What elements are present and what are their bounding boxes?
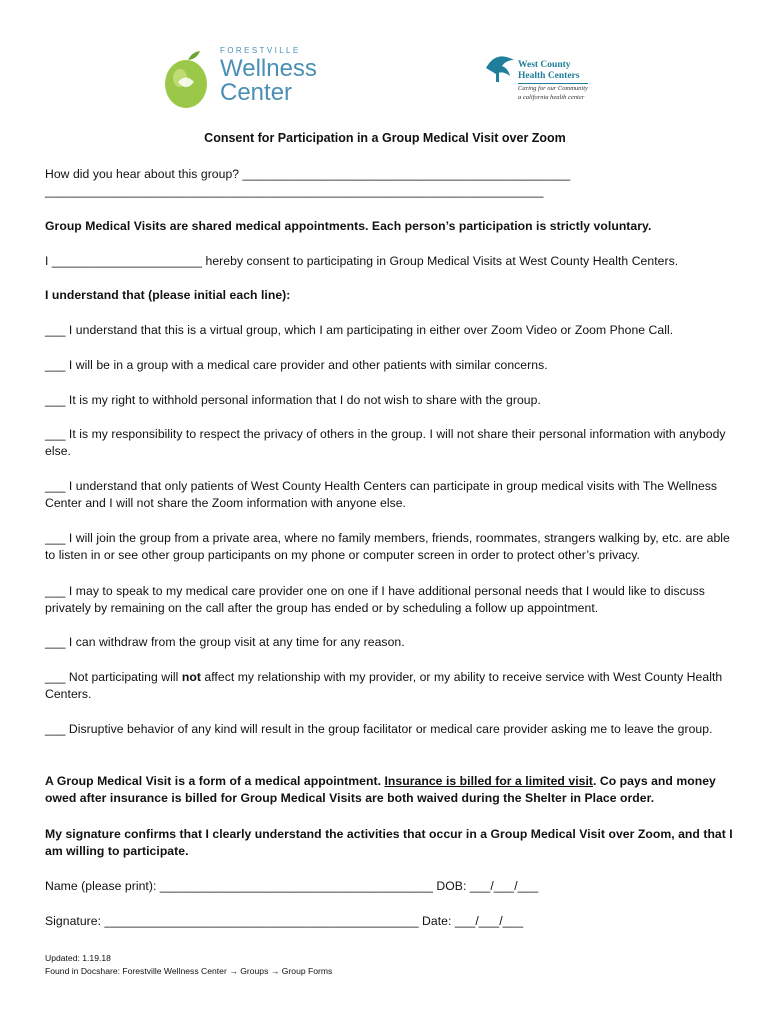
initial-item-not-affect[interactable]	[45, 669, 735, 703]
logo-right-tagline2: a california health center	[518, 94, 585, 101]
not-affect-suffix: affect my relationship with my provider, or my ability to receive service with West County Health Centers.	[45, 670, 723, 701]
initial-item[interactable]: ___ I understand that only patients of West County Health Centers can participate in group medical visits with The Wellness Center and I will not share the Zoom information with anyone else.	[45, 479, 718, 510]
logo-right-tagline1: Caring for our Community	[518, 85, 588, 92]
not-affect-bold: not	[181, 670, 201, 684]
logo-right-divider	[518, 83, 588, 84]
insurance-statement	[45, 773, 735, 807]
how-hear-field[interactable]: How did you hear about this group? ________________________________________________	[45, 167, 571, 181]
signature-date-field[interactable]: Signature: ______________________________________________ Date: ___/___/___	[45, 914, 524, 928]
updated-date: Updated: 1.19.18	[45, 953, 111, 963]
signature-statement: My signature confirms that I clearly understand the activities that occur in a Group Medical Visit over Zoom, and that I am willing to participate.	[45, 827, 733, 858]
consent-name-field[interactable]: I ______________________	[45, 254, 203, 268]
insurance-suffix: . Co pays and money owed after insurance is billed for Group Medical Visits are both waived during the Shelter in Place order.	[45, 774, 716, 805]
logo-top-text: FORESTVILLE	[220, 46, 301, 55]
initial-item[interactable]: ___ It is my right to withhold personal information that I do not wish to share with the group.	[45, 393, 541, 407]
west-county-health-logo	[478, 46, 598, 106]
consent-text: hereby consent to participating in Group Medical Visits at West County Health Centers.	[202, 254, 679, 268]
logo-right-line1: West County	[518, 60, 571, 70]
initial-item[interactable]: ___ I understand that this is a virtual group, which I am participating in either over Zoom Video or Zoom Phone Call.	[45, 323, 674, 337]
consent-line	[45, 253, 735, 270]
logo-right-line2: Health Centers	[518, 71, 580, 81]
insurance-underlined: Insurance is billed for a limited visit	[384, 774, 594, 788]
forestville-wellness-logo	[160, 46, 317, 112]
form-title: Consent for Participation in a Group Medical Visit over Zoom	[204, 131, 566, 145]
initial-item[interactable]: ___ I may to speak to my medical care provider one on one if I have additional personal needs that I would like to discuss privately by remaining on the call after the group has ended or by scheduling a follow up appointment.	[45, 584, 705, 615]
name-dob-field[interactable]: Name (please print): ________________________________________ DOB: ___/___/___	[45, 879, 539, 893]
logo-line2: Center	[220, 79, 293, 106]
initial-item[interactable]: ___ It is my responsibility to respect the privacy of others in the group. I will not share their personal information with anybody else.	[45, 427, 726, 458]
docshare-path: Found in Docshare: Forestville Wellness Center → Groups → Group Forms	[45, 966, 333, 976]
not-affect-prefix: ___ Not participating will	[45, 670, 182, 684]
initial-item-disruptive[interactable]: ___ Disruptive behavior of any kind will result in the group facilitator or medical care provider asking me to leave the group.	[45, 722, 713, 736]
initial-item[interactable]: ___ I will be in a group with a medical care provider and other patients with similar concerns.	[45, 358, 548, 372]
initial-item[interactable]: ___ I will join the group from a private area, where no family members, friends, roommates, strangers walking by, etc. are able to listen in or see other group participants on my phone or computer screen in order to protect other’s privacy.	[45, 531, 730, 562]
understand-header: I understand that (please initial each line):	[45, 288, 291, 302]
initial-item[interactable]: ___ I can withdraw from the group visit at any time for any reason.	[45, 635, 405, 649]
insurance-prefix: A Group Medical Visit is a form of a medical appointment.	[45, 774, 385, 788]
tree-icon	[482, 50, 518, 84]
logo-line1: Wellness	[220, 55, 317, 82]
how-hear-field-line2[interactable]: _________________________________________________________________________	[45, 184, 544, 198]
shared-appointments-statement: Group Medical Visits are shared medical appointments. Each person’s participation is strictly voluntary.	[45, 219, 652, 233]
